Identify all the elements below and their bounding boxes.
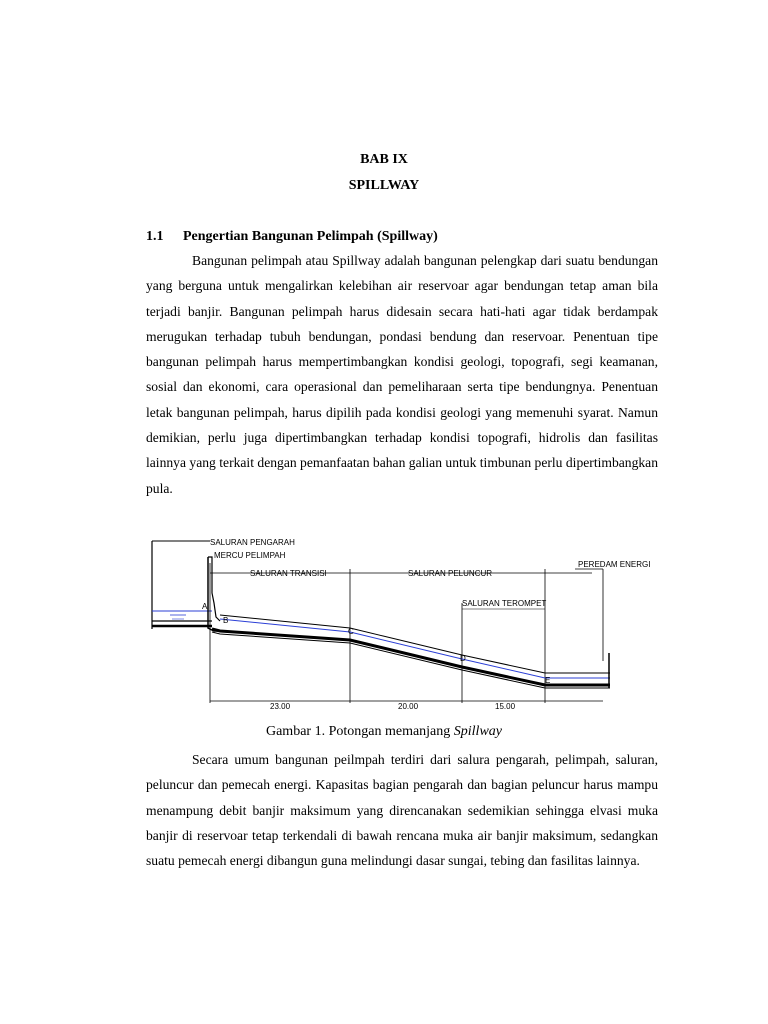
- section-heading: [146, 229, 438, 245]
- figure-caption: [0, 724, 768, 740]
- section-title: Pengertian Bangunan Pelimpah (Spillway): [183, 229, 438, 244]
- dimension-3: 15.00: [495, 702, 516, 711]
- label-peredam-energi: PEREDAM ENERGI: [578, 560, 651, 569]
- figure-caption-italic: Spillway: [453, 724, 503, 739]
- dimension-1: 23.00: [270, 702, 291, 711]
- point-a: A: [202, 602, 208, 611]
- label-saluran-pengarah: SALURAN PENGARAH: [210, 538, 295, 547]
- point-b: B: [223, 616, 229, 625]
- section-number: 1.1: [146, 229, 164, 244]
- point-c: C: [348, 627, 354, 636]
- spillway-cross-section-diagram: [150, 533, 651, 715]
- paragraph-1: [146, 248, 658, 501]
- chapter-label: BAB IX: [360, 152, 408, 167]
- dimension-2: 20.00: [398, 702, 419, 711]
- figure-caption-text: Gambar 1. Potongan memanjang: [265, 724, 454, 739]
- point-e: E: [545, 676, 551, 685]
- label-saluran-terompet: SALURAN TEROMPET: [462, 599, 547, 608]
- label-saluran-transisi: SALURAN TRANSISI: [250, 569, 327, 578]
- chapter-title: SPILLWAY: [348, 178, 420, 193]
- label-saluran-peluncur: SALURAN PELUNCUR: [408, 569, 493, 578]
- paragraph-2: [146, 747, 658, 873]
- paragraph-1-text: Bangunan pelimpah atau Spillway adalah bangunan pelengkap dari suatu bendungan yang berguna untuk mengalirkan kelebihan air reservoar agar bendungan tetap aman bila terjadi banjir. Bangunan pelimpah harus didesain secara hati-hati agar tidak berdampak merugukan terhadap tubuh bendungan, pondasi bendung dan reservoar. Penentuan tipe bangunan pelimpah harus mempertimbangkan kondisi geologi, topografi, segi keamanan, sosial dan ekonomi, cara operasional dan pemeliharaan serta tipe bendungnya. Penentuan letak bangunan pelimpah, harus dipilih pada kondisi geologi yang memenuhi syarat. Namun demikian, perlu juga dipertimbangkan terhadap kondisi topografi, hidrolis dan fasilitas lainnya yang terkait dengan pemanfaatan bahan galian untuk timbunan perlu dipertimbangkan pula.: [146, 253, 658, 496]
- label-mercu-pelimpah: MERCU PELIMPAH: [214, 551, 286, 560]
- paragraph-2-text: Secara umum bangunan peilmpah terdiri dari salura pengarah, pelimpah, saluran, peluncur dan pemecah energi. Kapasitas bagian pengarah dan bagian peluncur harus mampu menampung debit banjir maksimum yang direncanakan sedemikian sehingga elvasi muka banjir di reservoar tetap terkendali di bawah rencana muka air banjir maksimum, sedangkan suatu pemecah energi dibangun guna melindungi dasar sungai, tebing dan fasilitas lainnya.: [146, 752, 658, 869]
- point-d: D: [460, 654, 466, 663]
